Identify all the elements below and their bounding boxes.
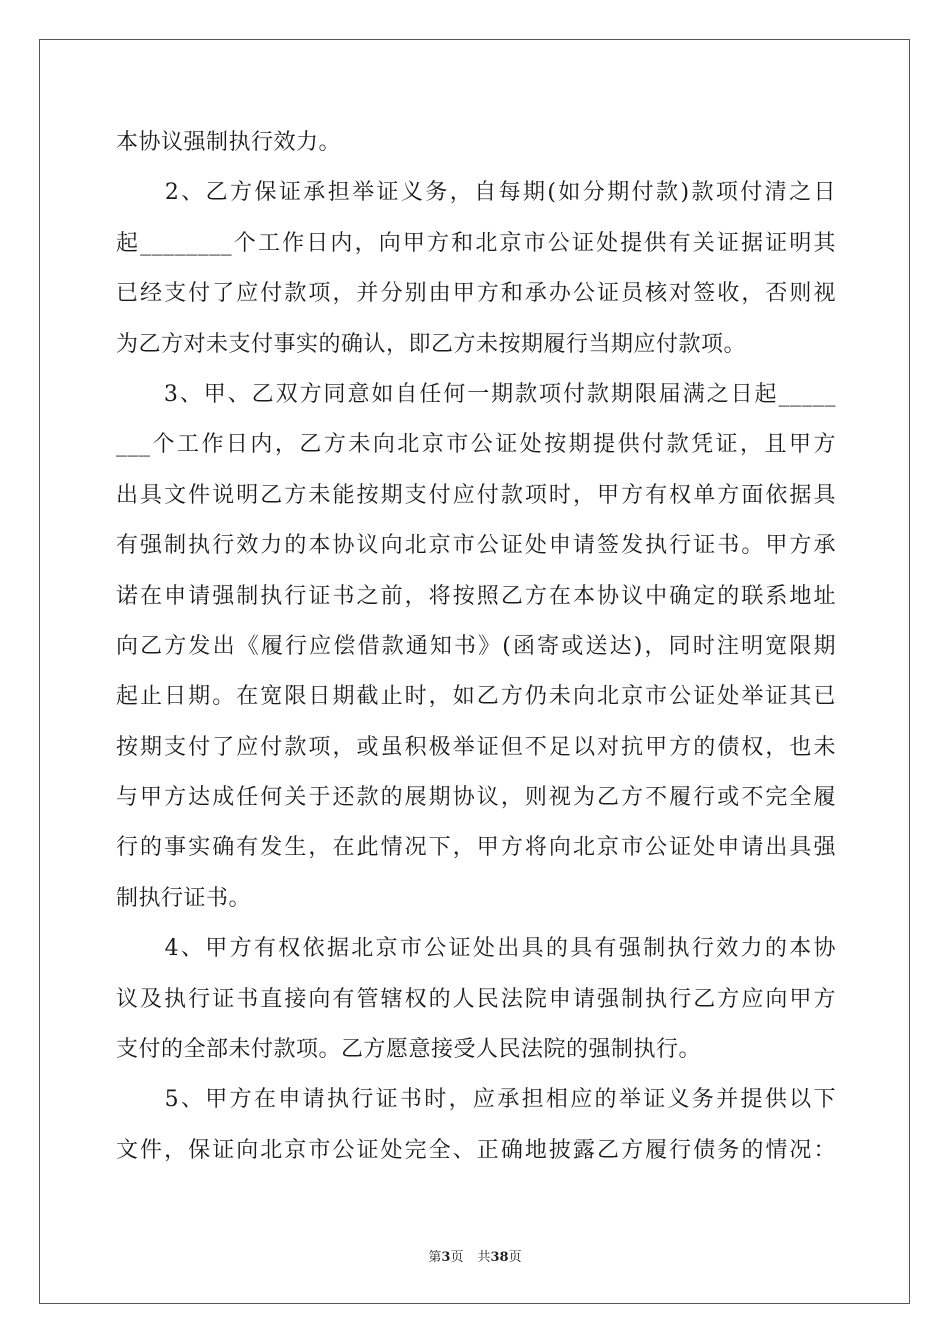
text-line: 议及执行证书直接向有管辖权的人民法院申请强制执行乙方应向甲方 (116, 986, 836, 1012)
document-body (116, 118, 836, 1176)
text-line: 按期支付了应付款项，或虽积极举证但不足以对抗甲方的债权，也未 (116, 734, 836, 760)
text-line: 有强制执行效力的本协议向北京市公证处申请签发执行证书。甲方承 (116, 533, 836, 559)
text-line: 起________个工作日内，向甲方和北京市公证处提供有关证据证明其 (116, 230, 836, 256)
text-line: 制执行证书。 (116, 885, 252, 911)
text-line: 5、甲方在申请执行证书时，应承担相应的举证义务并提供以下 (116, 1087, 836, 1113)
text-line: 支付的全部未付款项。乙方愿意接受人民法院的强制执行。 (116, 1037, 702, 1063)
text-line: 本协议强制执行效力。 (116, 130, 342, 155)
text-line: 4、甲方有权依据北京市公证处出具的具有强制执行效力的本协 (116, 936, 836, 962)
page-prefix: 第 (428, 1250, 442, 1265)
text-line: 起止日期。在宽限日期截止时，如乙方仍未向北京市公证处举证其已 (116, 684, 836, 710)
text-line: ___个工作日内，乙方未向北京市公证处按期提供付款凭证，且甲方 (116, 432, 836, 458)
text-line: 出具文件说明乙方未能按期支付应付款项时，甲方有权单方面依据具 (116, 482, 836, 508)
text-line: 3、甲、乙双方同意如自任何一期款项付款期限届满之日起_____ (116, 381, 836, 407)
total-suffix: 页 (508, 1250, 522, 1265)
text-line: 与甲方达成任何关于还款的展期协议，则视为乙方不履行或不完全履 (116, 785, 836, 811)
text-line: 行的事实确有发生，在此情况下，甲方将向北京市公证处申请出具强 (116, 835, 836, 861)
page-footer (0, 1246, 950, 1265)
text-line: 诺在申请强制执行证书之前，将按照乙方在本协议中确定的联系地址 (116, 583, 836, 609)
text-line: 文件，保证向北京市公证处完全、正确地披露乙方履行债务的情况： (116, 1137, 836, 1163)
text-line: 向乙方发出《履行应偿借款通知书》(函寄或送达)，同时注明宽限期 (116, 633, 836, 659)
text-line: 为乙方对未支付事实的确认，即乙方未按期履行当期应付款项。 (116, 331, 747, 357)
text-line: 2、乙方保证承担举证义务，自每期(如分期付款)款项付清之日 (116, 180, 836, 206)
total-prefix: 共 (477, 1250, 491, 1265)
page-suffix: 页 (450, 1250, 464, 1265)
page-number: 3 (441, 1250, 451, 1265)
total-pages: 38 (490, 1250, 509, 1265)
text-line: 已经支付了应付款项，并分别由甲方和承办公证员核对签收，否则视 (116, 281, 836, 307)
